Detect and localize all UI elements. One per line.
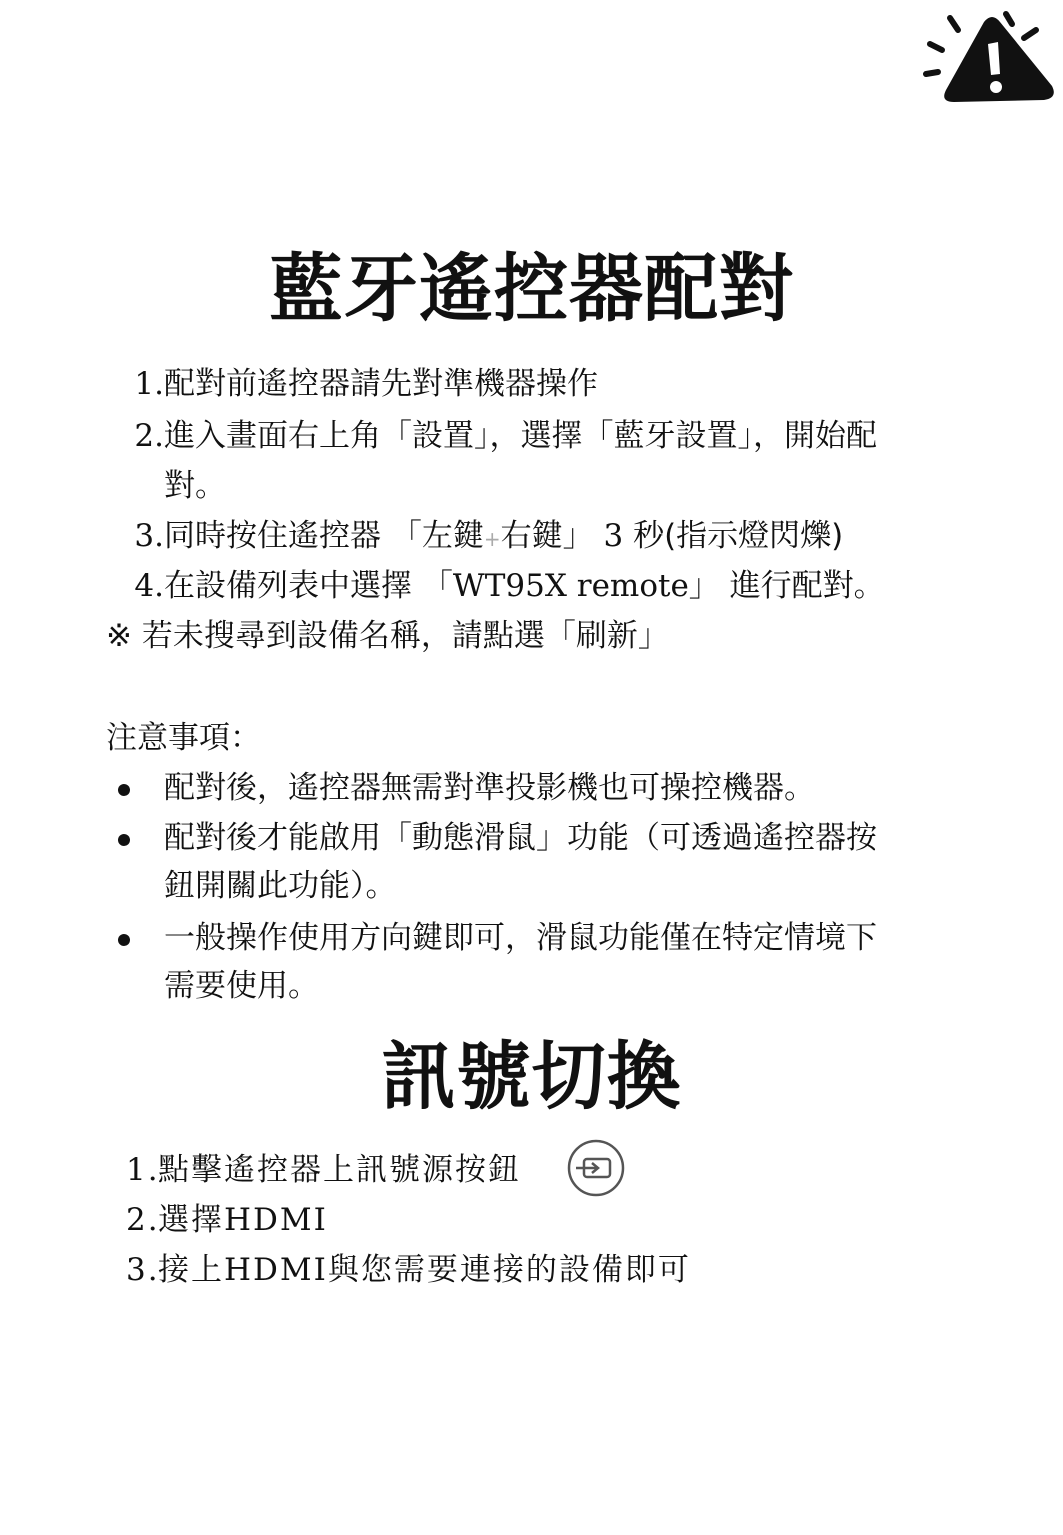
note-bullet-1: 配對後，遙控器無需對準投影機也可操控機器。: [164, 770, 815, 806]
bullet-dot: [118, 934, 130, 946]
pairing-step-3: [132, 518, 843, 557]
signal-title: 訊號切換: [381, 1034, 682, 1120]
step-text: 在設備列表中選擇 「: [164, 568, 453, 604]
plus-sign: +: [483, 527, 501, 551]
note-bullet-2-continued: 鈕開關此功能）。: [164, 868, 397, 904]
pairing-step-1: [132, 366, 598, 402]
hdmi-text: HDMI: [224, 1202, 328, 1238]
step-text: 接上: [158, 1252, 224, 1288]
pairing-step-2-continued: 對。: [164, 468, 226, 504]
pairing-step-4: [132, 568, 885, 604]
pairing-title: 藍牙遙控器配對: [269, 246, 794, 332]
pairing-step-2: [132, 418, 877, 454]
step-text: 選擇: [158, 1202, 224, 1238]
step-text-post: 秒(指示燈閃爍): [623, 518, 844, 554]
note-bullet-3: 一般操作使用方向鍵即可，滑鼠功能僅在特定情境下: [164, 920, 877, 956]
bullet-dot: [118, 784, 130, 796]
step-text: 進入畫面右上角「設置」，選擇「藍牙設置」，開始配: [164, 418, 877, 454]
step-number: 2.: [126, 1202, 160, 1238]
bullet-dot: [118, 834, 130, 846]
note-bullet-2: 配對後才能啟用「動態滑鼠」功能（可透過遙控器按: [164, 820, 877, 856]
step-text-mid: 右鍵」: [500, 518, 604, 554]
step-text-post: 與您需要連接的設備即可: [327, 1252, 691, 1288]
seconds-value: 3: [603, 518, 624, 554]
step-number: 1.: [126, 1152, 160, 1188]
device-model-name: WT95X remote: [452, 568, 689, 604]
signal-step-1: [126, 1152, 521, 1188]
signal-step-2: [126, 1202, 328, 1238]
signal-step-3: [126, 1252, 691, 1288]
notes-heading: 注意事項：: [106, 720, 261, 756]
refresh-note: ※ 若未搜尋到設備名稱，請點選「刷新」: [106, 618, 669, 654]
warning-triangle-icon: [920, 4, 1060, 108]
step-number: 3.: [134, 518, 164, 554]
step-number: 1.: [134, 366, 164, 402]
step-text: 點擊遙控器上訊號源按鈕: [158, 1152, 521, 1188]
note-bullet-3-continued: 需要使用。: [164, 968, 319, 1004]
hdmi-text: HDMI: [224, 1252, 328, 1288]
step-number: 3.: [126, 1252, 160, 1288]
input-source-icon: [566, 1138, 626, 1198]
step-text: 同時按住遙控器 「左鍵: [164, 518, 484, 554]
step-text: 配對前遙控器請先對準機器操作: [164, 366, 598, 402]
step-text-post: 」 進行配對。: [688, 568, 885, 604]
step-number: 2.: [134, 418, 164, 454]
step-number: 4.: [134, 568, 164, 604]
